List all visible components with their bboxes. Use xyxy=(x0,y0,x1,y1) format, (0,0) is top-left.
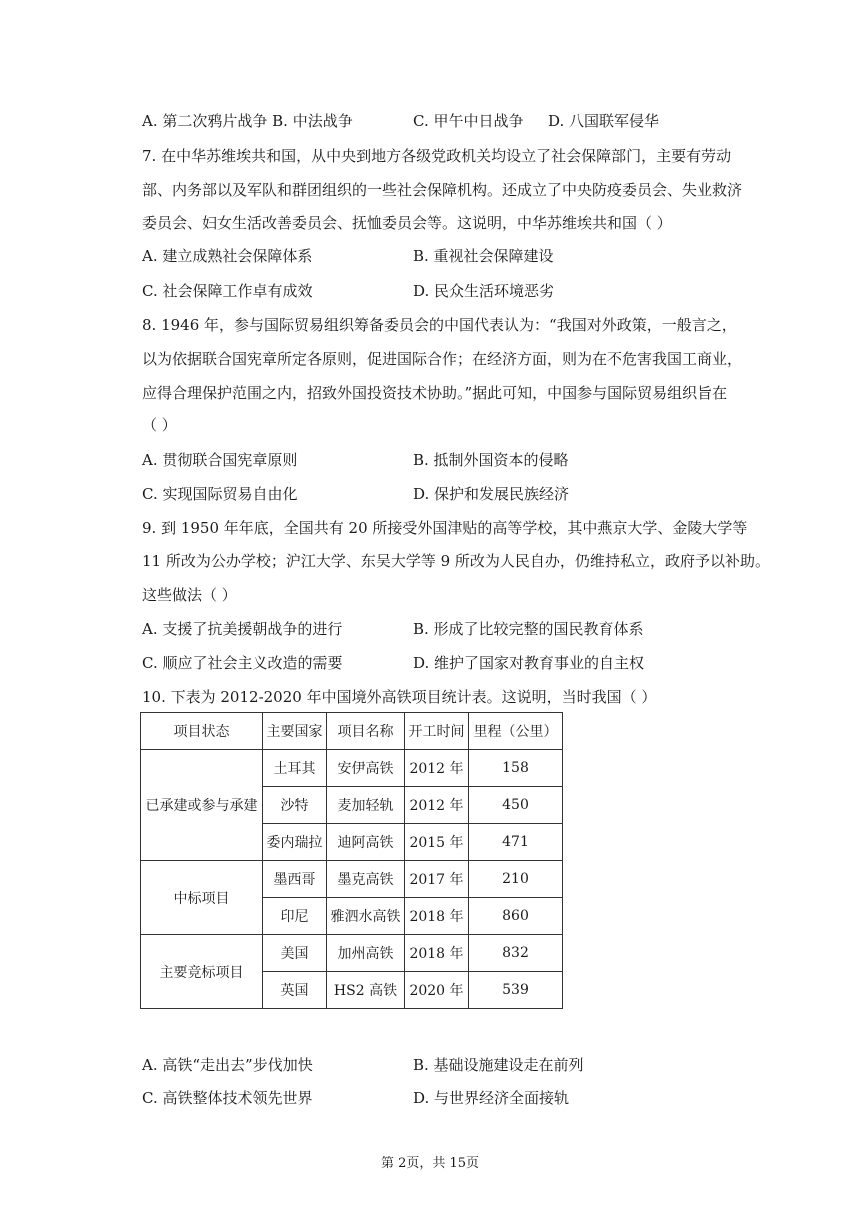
table-header-cell: 项目名称 xyxy=(327,713,405,750)
table-cell: 印尼 xyxy=(263,898,327,935)
table-cell: 安伊高铁 xyxy=(327,750,405,787)
q10-option-b: B. 基础设施建设走在前列 xyxy=(413,1056,584,1074)
table-header-row xyxy=(141,713,563,750)
status-cell: 中标项目 xyxy=(141,861,263,935)
q8-option-d: D. 保护和发展民族经济 xyxy=(413,485,570,503)
table-cell: 英国 xyxy=(263,972,327,1009)
q9-stem-line: 9. 到 1950 年年底，全国共有 20 所接受外国津贴的高等学校，其中燕京大学、金陵大学等 xyxy=(142,519,748,537)
high-speed-rail-table xyxy=(140,712,563,1009)
table-cell: 美国 xyxy=(263,935,327,972)
table-cell: 麦加轻轨 xyxy=(327,787,405,824)
q9-option-d: D. 维护了国家对教育事业的自主权 xyxy=(413,654,645,672)
q8-option-a: A. 贯彻联合国宪章原则 xyxy=(142,451,298,469)
table-cell: 539 xyxy=(469,972,563,1009)
q10-stem-line: 10. 下表为 2012-2020 年中国境外高铁项目统计表。这说明，当时我国（ ） xyxy=(142,688,657,706)
q7-option-d: D. 民众生活环境恶劣 xyxy=(413,282,555,300)
table-cell: 沙特 xyxy=(263,787,327,824)
table-cell: 860 xyxy=(469,898,563,935)
table-header-cell: 里程（公里） xyxy=(469,713,563,750)
q8-stem-line: 应得合理保护范围之内，招致外国投资技术协助。”据此可知，中国参与国际贸易组织旨在 xyxy=(142,384,728,402)
q7-option-a: A. 建立成熟社会保障体系 xyxy=(142,247,313,265)
q7-stem-line: 7. 在中华苏维埃共和国，从中央到地方各级党政机关均设立了社会保障部门，主要有劳动 xyxy=(142,147,732,165)
status-cell: 已承建或参与承建 xyxy=(141,750,263,861)
table-row xyxy=(141,750,563,787)
q6-option-d: D. 八国联军侵华 xyxy=(548,112,660,130)
table-header-cell: 主要国家 xyxy=(263,713,327,750)
q7-option-c: C. 社会保障工作卓有成效 xyxy=(142,282,313,300)
table-cell: 2015 年 xyxy=(405,824,469,861)
table-cell: 2012 年 xyxy=(405,750,469,787)
table-cell: 471 xyxy=(469,824,563,861)
table-cell: 158 xyxy=(469,750,563,787)
table-cell: 832 xyxy=(469,935,563,972)
table-cell: 委内瑞拉 xyxy=(263,824,327,861)
q8-option-b: B. 抵制外国资本的侵略 xyxy=(413,451,569,469)
table-cell: 雅泗水高铁 xyxy=(327,898,405,935)
table-cell: 2012 年 xyxy=(405,787,469,824)
table-cell: 土耳其 xyxy=(263,750,327,787)
table-header-cell: 项目状态 xyxy=(141,713,263,750)
table-cell: 2020 年 xyxy=(405,972,469,1009)
q9-option-a: A. 支援了抗美援朝战争的进行 xyxy=(142,620,343,638)
q10-option-d: D. 与世界经济全面接轨 xyxy=(413,1089,570,1107)
q9-option-b: B. 形成了比较完整的国民教育体系 xyxy=(413,620,644,638)
q8-stem-line: 以为依据联合国宪章所定各原则，促进国际合作；在经济方面，则为在不危害我国工商业， xyxy=(142,350,743,368)
table-cell: 墨克高铁 xyxy=(327,861,405,898)
table-cell: 2018 年 xyxy=(405,935,469,972)
q9-option-c: C. 顺应了社会主义改造的需要 xyxy=(142,654,343,672)
table-cell: 450 xyxy=(469,787,563,824)
q8-stem-line: 8. 1946 年，参与国际贸易组织筹备委员会的中国代表认为：“我国对外政策，一般言之， xyxy=(142,316,737,334)
table-cell: 2017 年 xyxy=(405,861,469,898)
table-cell: 墨西哥 xyxy=(263,861,327,898)
q8-stem-line: （ ） xyxy=(142,416,177,434)
q7-option-b: B. 重视社会保障建设 xyxy=(413,247,554,265)
table-cell: 210 xyxy=(469,861,563,898)
q8-option-c: C. 实现国际贸易自由化 xyxy=(142,485,298,503)
q7-stem-line: 部、内务部以及军队和群团组织的一些社会保障机构。还成立了中央防疫委员会、失业救济 xyxy=(142,181,743,199)
table-cell: 迪阿高铁 xyxy=(327,824,405,861)
status-cell: 主要竞标项目 xyxy=(141,935,263,1009)
q10-option-a: A. 高铁“走出去”步伐加快 xyxy=(142,1056,313,1074)
page-footer: 第 2页，共 15页 xyxy=(380,1156,480,1171)
q6-option-a-b: A. 第二次鸦片战争 B. 中法战争 xyxy=(142,112,353,130)
q7-stem-line: 委员会、妇女生活改善委员会、抚恤委员会等。这说明，中华苏维埃共和国（ ） xyxy=(142,214,672,232)
q6-option-c: C. 甲午中日战争 xyxy=(413,112,524,130)
table-cell: HS2 高铁 xyxy=(327,972,405,1009)
table-row xyxy=(141,861,563,898)
q9-stem-line: 11 所改为公办学校；沪江大学、东吴大学等 9 所改为人民自办，仍维持私立，政府予以补助。 xyxy=(142,552,770,570)
q9-stem-line: 这些做法（ ） xyxy=(142,586,237,604)
table-row xyxy=(141,935,563,972)
table-cell: 2018 年 xyxy=(405,898,469,935)
table-header-cell: 开工时间 xyxy=(405,713,469,750)
table-cell: 加州高铁 xyxy=(327,935,405,972)
q10-option-c: C. 高铁整体技术领先世界 xyxy=(142,1089,313,1107)
